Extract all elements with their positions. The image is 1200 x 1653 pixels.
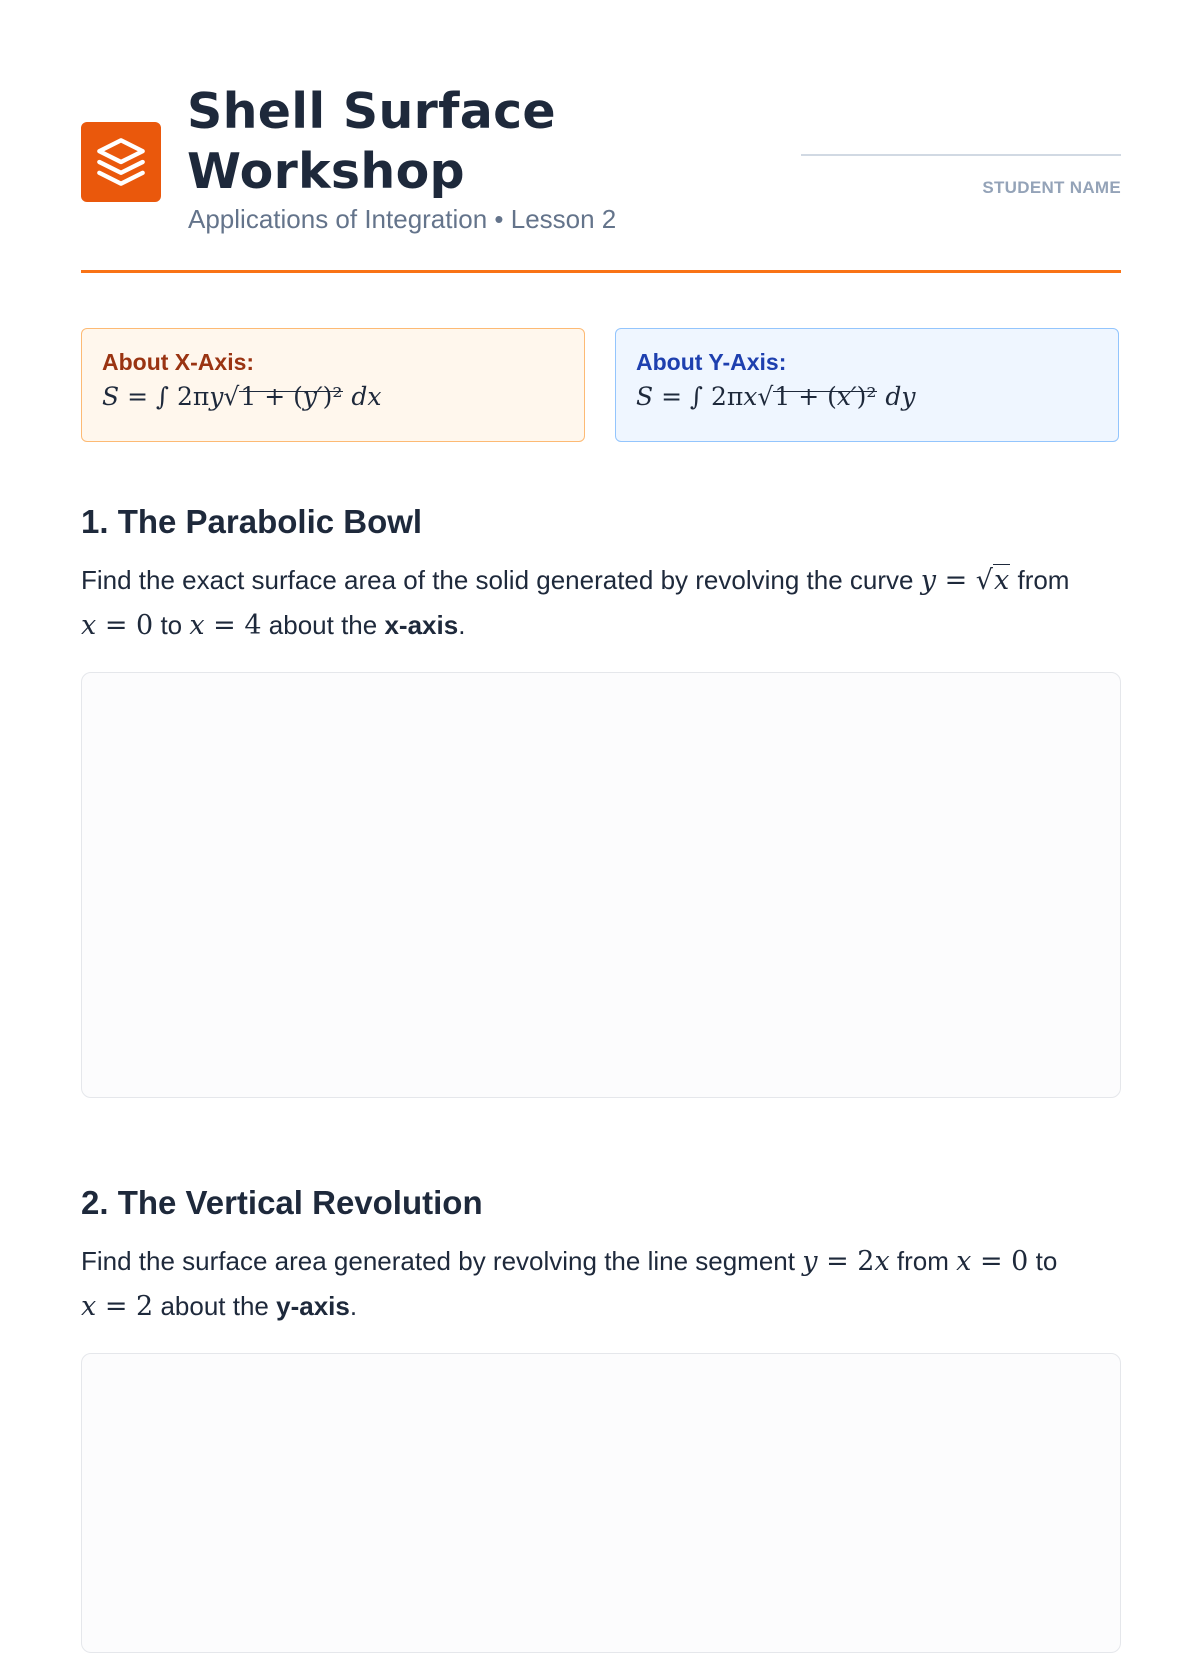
student-name-line	[801, 154, 1121, 156]
page-subtitle: Applications of Integration • Lesson 2	[188, 204, 617, 234]
problem-2-work-area[interactable]	[81, 1353, 1121, 1653]
title-line-1: Shell Surface	[187, 83, 556, 140]
problem-1-title: 1. The Parabolic Bowl	[81, 503, 423, 540]
formula-label-x-axis: About X-Axis:	[102, 349, 255, 375]
formula-y-axis: S = ∫ 2πx√1 + (x′)² dy	[636, 382, 916, 411]
formula-label-y-axis: About Y-Axis:	[636, 349, 787, 375]
page-title	[187, 82, 556, 202]
formula-x-axis: S = ∫ 2πy√1 + (y′)² dx	[102, 382, 382, 411]
problem-2-text: Find the surface area generated by revolving the line segment y = 2x from x = 0 to x = 2 about the y-axis.	[81, 1246, 1058, 1322]
problem-1-work-area[interactable]	[81, 672, 1121, 1098]
header-divider	[81, 270, 1121, 273]
problem-2-title: 2. The Vertical Revolution	[81, 1184, 483, 1221]
problem-1-text: Find the exact surface area of the solid generated by revolving the curve y = √x from x = 0 to x = 4 about the x-axis.	[81, 565, 1070, 641]
layers-icon	[95, 136, 147, 188]
student-name-label: STUDENT NAME	[982, 178, 1121, 197]
formula-card-x-axis	[81, 328, 585, 442]
worksheet-page	[81, 0, 1121, 1600]
worksheet-header	[81, 82, 1121, 272]
title-line-2: Workshop	[187, 143, 465, 200]
logo	[81, 122, 161, 202]
formula-card-y-axis	[615, 328, 1119, 442]
